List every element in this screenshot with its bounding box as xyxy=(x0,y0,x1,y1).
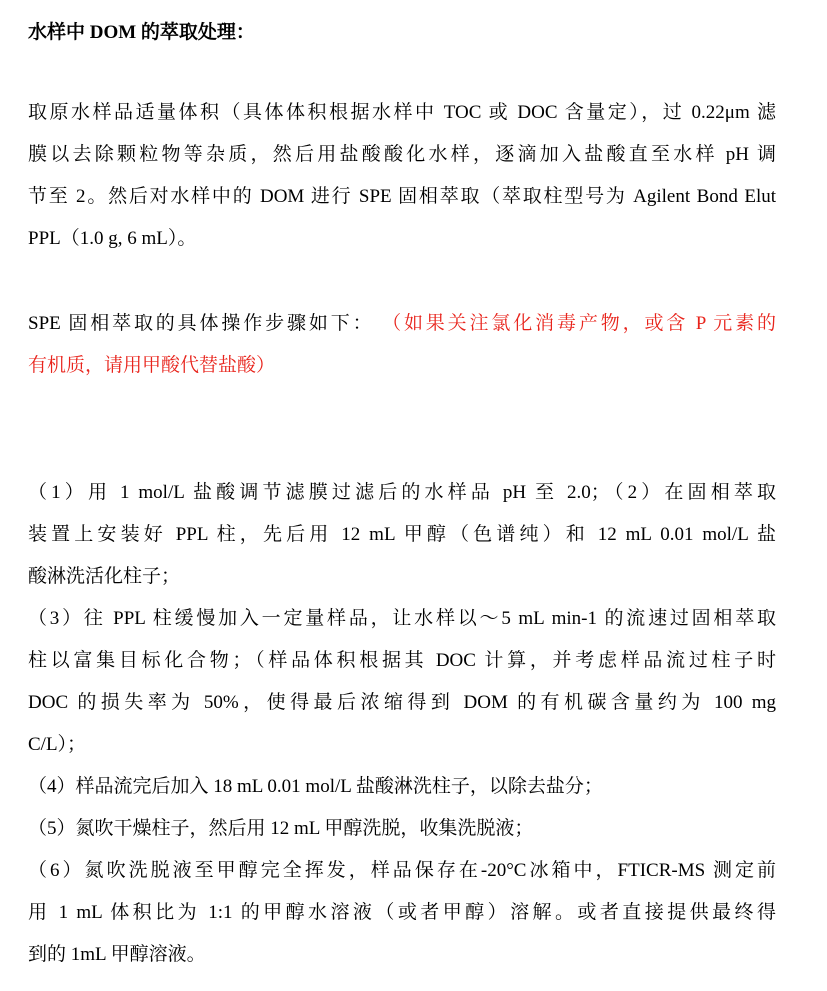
spe-line xyxy=(28,303,776,345)
step-line: （5）氮吹干燥柱子，然后用 12 mL 甲醇洗脱，收集洗脱液； xyxy=(28,818,534,839)
step-line: （6）氮吹洗脱液至甲醇完全挥发，样品保存在-20°C冰箱中，FTICR-MS 测定前 xyxy=(28,860,776,881)
step-line: （4）样品流完后加入 18 mL 0.01 mol/L 盐酸淋洗柱子，以除去盐分； xyxy=(28,776,603,797)
intro-line: 节至 2。然后对水样中的 DOM 进行 SPE 固相萃取（萃取柱型号为 Agilent Bond Elut xyxy=(28,186,776,207)
spe-note-text: （如果关注氯化消毒产物，或含 P 元素的 xyxy=(382,313,776,334)
step-line: （1）用 1 mol/L 盐酸调节滤膜过滤后的水样品 pH 至 2.0；（2）在固相萃取 xyxy=(28,482,776,503)
step-line: （3）往 PPL 柱缓慢加入一定量样品，让水样以～5 mL min-1 的流速过固相萃取 xyxy=(28,608,776,629)
intro-line: PPL（1.0 g, 6 mL）。 xyxy=(28,228,197,249)
step-line: 用 1 mL 体积比为 1:1 的甲醇水溶液（或者甲醇）溶解。或者直接提供最终得 xyxy=(28,902,776,923)
spe-paragraph xyxy=(28,303,776,387)
step-line: DOC 的损失率为 50%，使得最后浓缩得到 DOM 的有机碳含量约为 100 mg xyxy=(28,692,776,713)
step-line: 酸淋洗活化柱子； xyxy=(28,566,181,587)
spe-note-continued: 有机质，请用甲酸代替盐酸） xyxy=(28,355,276,376)
step-line: 柱以富集目标化合物；（样品体积根据其 DOC 计算，并考虑样品流过柱子时 xyxy=(28,650,776,671)
step-line: C/L）； xyxy=(28,734,87,755)
step-line: 装置上安装好 PPL 柱，先后用 12 mL 甲醇（色谱纯）和 12 mL 0.01 mol/L 盐 xyxy=(28,524,776,545)
section-title: 水样中 DOM 的萃取处理： xyxy=(28,22,255,43)
spe-heading-text: SPE 固相萃取的具体操作步骤如下： xyxy=(28,313,383,334)
steps-paragraph xyxy=(28,472,776,976)
intro-line: 取原水样品适量体积（具体体积根据水样中 TOC 或 DOC 含量定），过 0.22μm 滤 xyxy=(28,102,776,123)
intro-line: 膜以去除颗粒物等杂质，然后用盐酸酸化水样，逐滴加入盐酸直至水样 pH 调 xyxy=(28,144,776,165)
step-line: 到的 1mL 甲醇溶液。 xyxy=(28,944,206,965)
intro-paragraph xyxy=(28,92,776,260)
